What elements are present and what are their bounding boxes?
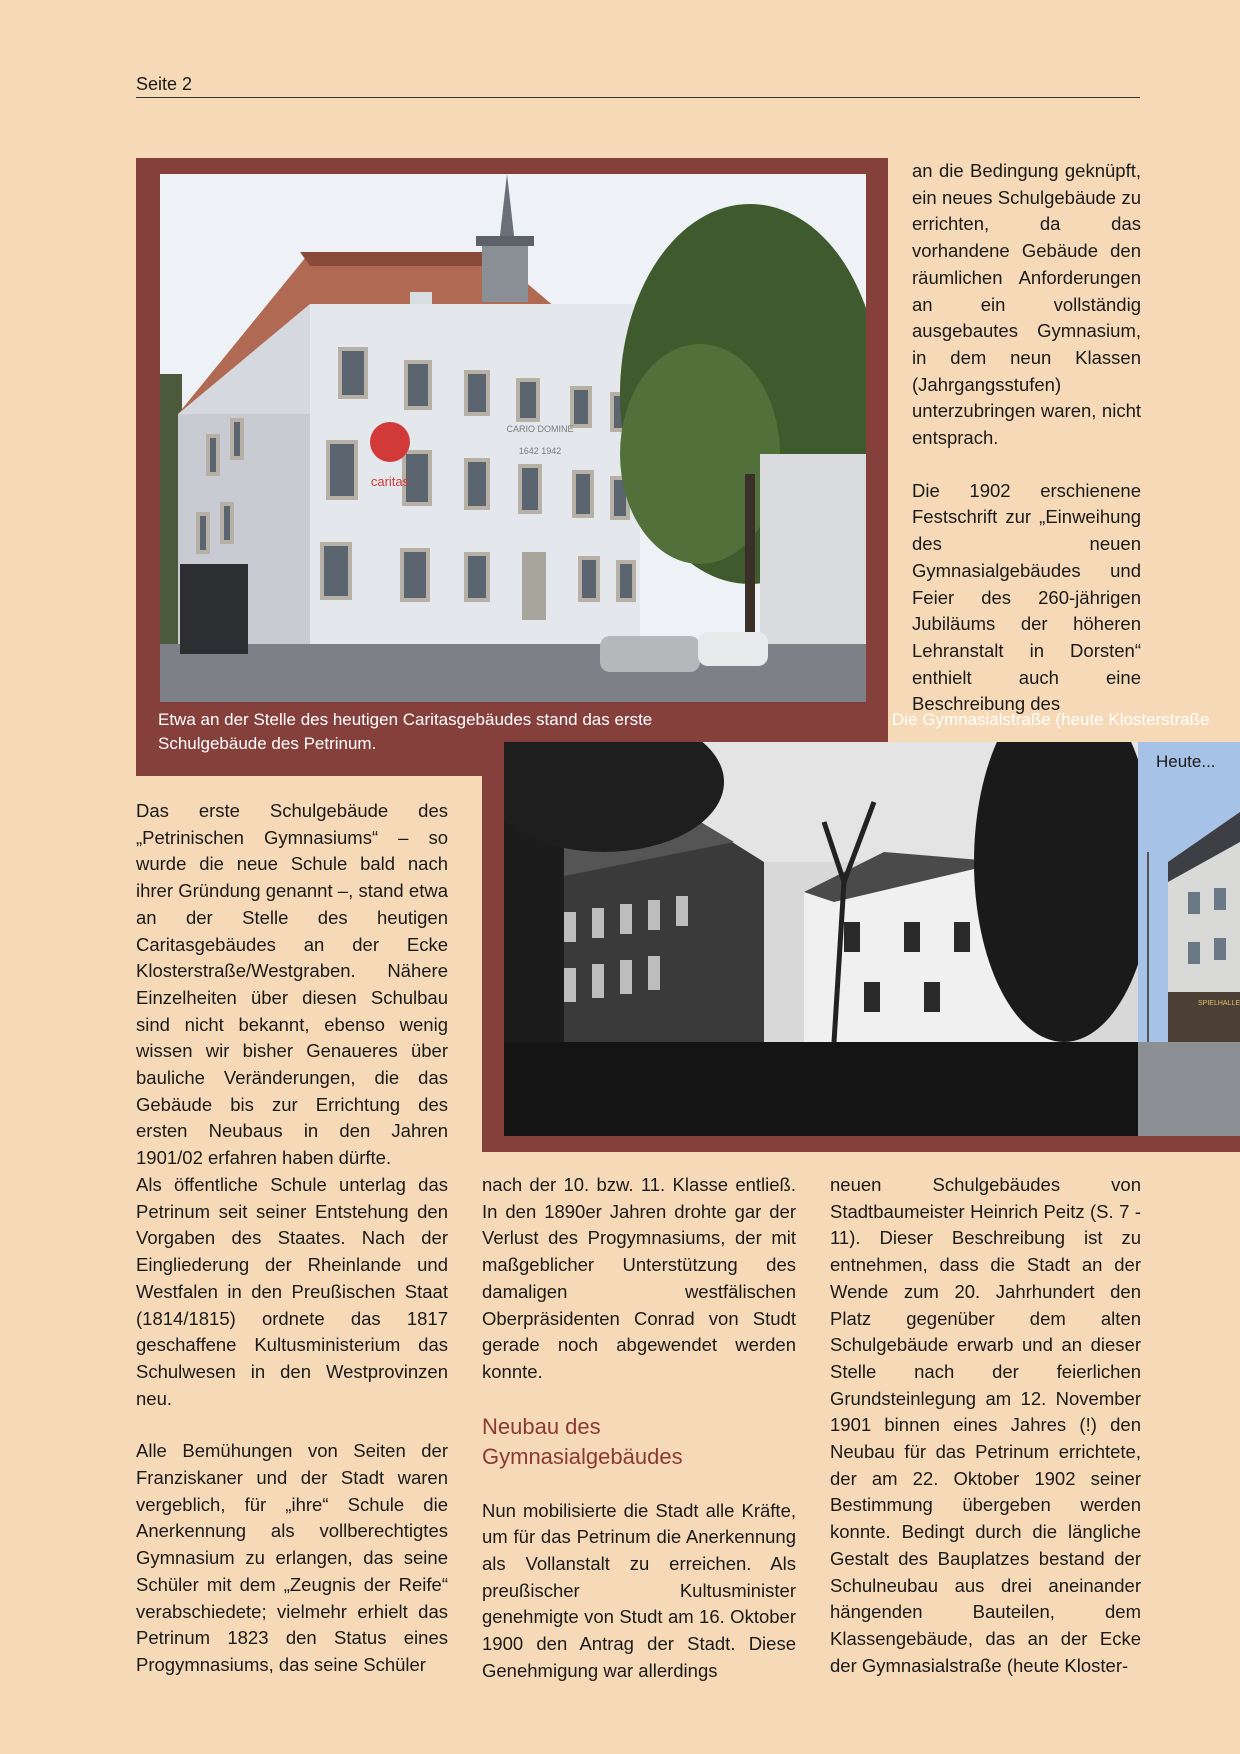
page-number: Seite 2	[136, 74, 193, 94]
paragraph: nach der 10. bzw. 11. Klasse entließ. In den 1890er Jahren drohte gar der Verlust des Progymnasiums, der mit maßgeblicher Unterstützung des damaligen westfälischen Oberpräsidenten Conrad von Studt gerade noch abgewendet werden konnte.	[482, 1174, 796, 1382]
text-column-right	[830, 1172, 1141, 1679]
photo-label-heute: Heute...	[1156, 752, 1216, 771]
photo-today-street	[1138, 742, 1240, 1136]
paragraph: an die Bedingung geknüpft, ein neues Schulgebäude zu errichten, da das vorhandene Gebäude den räumlichen Anforderungen an ein vollständig ausgebautes Gymnasium, in dem neun Klassen (Jahrgangsstufen) unterzubringen waren, nicht entsprach.	[912, 160, 1141, 449]
photo-caritas-building	[160, 174, 866, 702]
text-column-left-upper	[136, 798, 448, 1172]
photo-caption-gymnasialstrasse: Die Gymnasialstraße (heute Klosterstraße	[892, 710, 1210, 729]
building-inscription-2: 1642 1942	[518, 446, 562, 456]
text-column-left-lower	[136, 1172, 448, 1679]
header-rule	[136, 97, 1140, 98]
paragraph: Nun mobilisierte die Stadt alle Kräfte, um für das Petrinum die Anerkennung als Vollanstalt zu erreichen. Als preußischer Kultusminister genehmigte von Studt am 16. Oktober 1900 den Antrag der Stadt. Diese Genehmigung war allerdings	[482, 1499, 796, 1681]
paragraph: Das erste Schulgebäude des „Petrinischen Gymnasiums“ – so wurde die neue Schule bald nach ihrer Gründung genannt –, stand etwa an der Stelle des heutigen Caritasgebäudes an der Ecke Klosterstraße/Westgraben. Nähere Einzelheiten über diesen Schulbau sind nicht bekannt, ebenso wenig wissen wir bisher Genaueres über bauliche Veränderungen, die das Gebäude bis zur Errichtung des ersten Neubaus in den Jahren 1901/02 erfahren haben dürfte.	[136, 800, 448, 1169]
photo-historic-school	[504, 742, 1138, 1136]
shop-sign: SPIELHALLE	[1198, 1000, 1240, 1007]
building-inscription-1: CARIO DOMINE	[506, 424, 574, 434]
text-column-right-top	[912, 158, 1141, 718]
paragraph: Die 1902 erschienene Festschrift zur „Einweihung des neuen Gymnasialgebäudes und Feier des 260-jährigen Jubiläums der höheren Lehranstalt in Dorsten“ enthielt auch eine Beschreibung des	[912, 479, 1141, 715]
text-column-middle	[482, 1172, 796, 1685]
section-heading: Neubau des Gymnasialgebäudes	[482, 1413, 683, 1469]
caritas-sign: caritas	[370, 474, 410, 489]
photo-caption-caritas: Etwa an der Stelle des heutigen Caritasgebäudes stand das erste Schulgebäude des Petrinum.	[158, 710, 653, 753]
paragraph: neuen Schulgebäudes von Stadtbaumeister Heinrich Peitz (S. 7 - 11). Dieser Beschreibung ist zu entnehmen, dass die Stadt an der Wende zum 20. Jahrhundert den Platz gegenüber dem alten Schulgebäude erwarb und an dieser Stelle nach der feierlichen Grundsteinlegung am 12. November 1901 binnen eines Jahres (!) den Neubau für das Petrinum errichtete, der am 22. Oktober 1902 seiner Bestimmung übergeben werden konnte. Bedingt durch die längliche Gestalt des Bauplatzes bestand der Schulneubau aus drei aneinander hängenden Bauteilen, dem Klassengebäude, das an der Ecke der Gymnasialstraße (heute Kloster-	[830, 1174, 1141, 1676]
paragraph: Als öffentliche Schule unterlag das Petrinum seit seiner Entstehung den Vorgaben des Staates. Nach der Eingliederung der Rheinlande und Westfalen in den Preußischen Staat (1814/1815) ordnete das 1817 geschaffene Kultusministerium das Schulwesen in den Westprovinzen neu.	[136, 1174, 448, 1409]
paragraph: Alle Bemühungen von Seiten der Franziskaner und der Stadt waren vergeblich, für „ihre“ Schule die Anerkennung als vollberechtigtes Gymnasium zu erlangen, das seine Schüler mit dem „Zeugnis der Reife“ verabschiedete; vielmehr erhielt das Petrinum 1823 den Status eines Progymnasiums, das seine Schüler	[136, 1440, 448, 1675]
